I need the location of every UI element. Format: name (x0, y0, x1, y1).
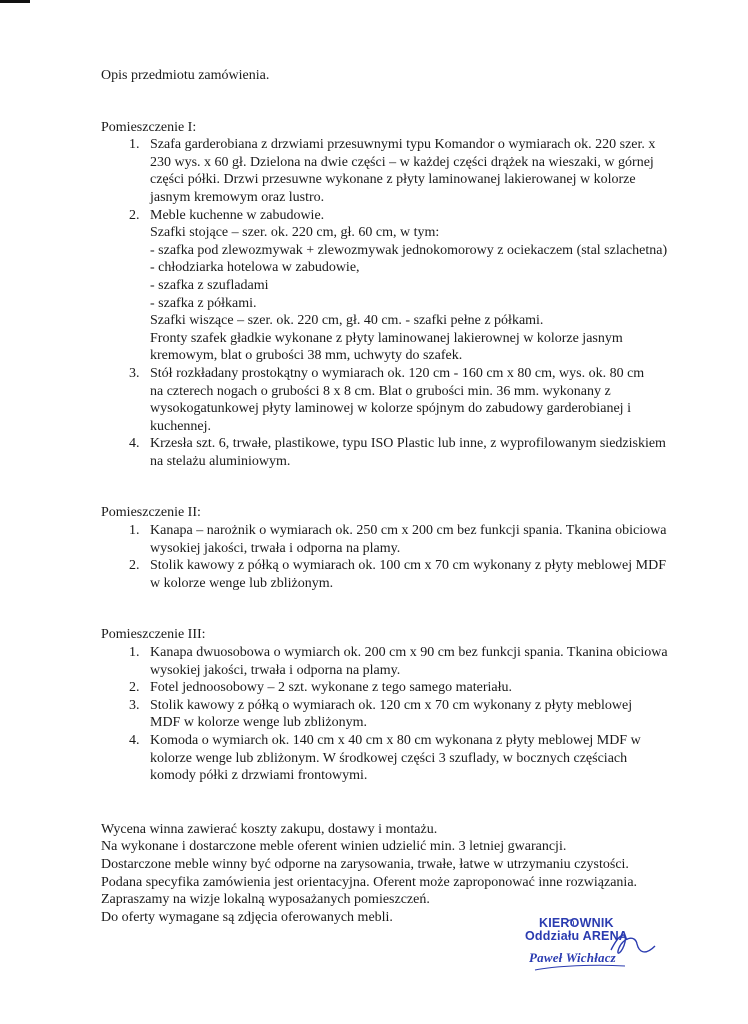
section-heading: Pomieszczenie I: (101, 119, 197, 135)
list-item (143, 522, 701, 557)
item-line: 2. Stolik kawowy z półką o wymiarach ok. 100 cm x 70 cm wykonany z płyty meblowej MDF (150, 558, 666, 574)
item-line: 2. Fotel jednoosobowy – 2 szt. wykonane z tego samego materiału. (150, 680, 512, 696)
scan-edge-mark (0, 0, 30, 3)
item-list (101, 522, 701, 592)
item-line: na stelażu aluminiowym. (150, 453, 291, 469)
list-item (143, 207, 701, 365)
item-line: - szafka pod zlewozmywak + zlewozmywak jednokomorowy z ociekaczem (stal szlachetna) (150, 242, 668, 258)
stamp-title: KIEROWNIK (539, 916, 614, 930)
closing-remarks (101, 821, 701, 927)
item-line: na czterech nogach o grubości 8 x 8 cm. Blat o grubości min. 36 mm. wykonany z (150, 383, 611, 399)
list-item (143, 732, 701, 785)
item-line: komody półki z drzwiami frontowymi. (150, 768, 368, 784)
document-title: Opis przedmiotu zamówienia. (101, 68, 270, 83)
item-line: wysokiej jakości, trwała i odporna na plamy. (150, 662, 401, 678)
item-line: Fronty szafek gładkie wykonane z płyty laminowanej lakierownej w kolorze jasnym (150, 330, 623, 346)
item-line: 2. Meble kuchenne w zabudowie. (150, 207, 325, 223)
item-line: 1. Szafa garderobiana z drzwiami przesuwnymi typu Komandor o wymiarach ok. 220 szer. x (150, 137, 656, 153)
list-item (143, 644, 701, 679)
sections-container (101, 119, 701, 785)
item-line: 4. Komoda o wymiarch ok. 140 cm x 40 cm x 80 cm wykonana z płyty meblowej MDF w (150, 733, 641, 748)
closing-line: Na wykonane i dostarczone meble oferent winien udzielić min. 3 letniej gwarancji. (101, 839, 567, 855)
item-line: wysokogatunkowej płyty laminowej w kolorze spójnym do zabudowy garderobianej i (150, 401, 631, 417)
section-3 (101, 626, 701, 784)
closing-line: Wycena winna zawierać koszty zakupu, dostawy i montażu. (101, 821, 438, 837)
item-line: Szafki stojące – szer. ok. 220 cm, gł. 60 cm, w tym: (150, 225, 440, 241)
section-heading: Pomieszczenie II: (101, 505, 201, 521)
item-line: 230 wys. x 60 gł. Dzielona na dwie części – w każdej części drążek na wieszaki, w górnej (150, 154, 654, 170)
list-item (143, 697, 701, 732)
item-line: kremowym, blat o grubości 38 mm, uchwyty do szafek. (150, 348, 463, 364)
item-line: 3. Stolik kawowy z półką o wymiarach ok. 120 cm x 70 cm wykonany z płyty meblowej (150, 697, 633, 713)
item-line: jasnym kremowym oraz lustro. (150, 189, 325, 205)
document-body (101, 67, 701, 926)
item-line: - chłodziarka hotelowa w zabudowie, (150, 260, 360, 276)
item-list (101, 136, 701, 470)
closing-line: Do oferty wymagane są zdjęcia oferowanych mebli. (101, 909, 393, 925)
item-line: 1. Kanapa dwuosobowa o wymiarch ok. 200 cm x 90 cm bez funkcji spania. Tkanina obiciowa (150, 645, 668, 661)
official-stamp (515, 912, 665, 982)
section-2 (101, 504, 701, 592)
item-line: - szafka z półkami. (150, 295, 257, 311)
item-line: kolorze wenge lub zbliżonym. W środkowej części 3 szuflady, w bocznych częściach (150, 750, 628, 766)
list-item (143, 435, 701, 470)
item-line: części półki. Drzwi przesuwne wykonane z płyty laminowanej lakierowanej w kolorze (150, 172, 636, 188)
item-line: 3. Stół rozkładany prostokątny o wymiarach ok. 120 cm - 160 cm x 80 cm, wys. ok. 80 cm (150, 365, 645, 381)
item-line: kuchennej. (150, 418, 212, 434)
closing-line: Podana specyfika zamówienia jest orientacyjna. Oferent może zaproponować inne rozwiązania. (101, 874, 638, 890)
item-line: MDF w kolorze wenge lub zbliżonym. (150, 715, 367, 731)
list-item (143, 365, 701, 435)
item-line: Szafki wiszące – szer. ok. 220 cm, gł. 40 cm. - szafki pełne z półkami. (150, 313, 544, 329)
item-line: wysokiej jakości, trwała i odporna na plamy. (150, 540, 401, 556)
closing-line: Zapraszamy na wizje lokalną wyposażanych pomieszczeń. (101, 892, 430, 908)
stamp-department: Oddziału ARENA (525, 929, 629, 943)
item-line: 4. Krzesła szt. 6, trwałe, plastikowe, typu ISO Plastic lub inne, z wyprofilowanym siedziskiem (150, 436, 666, 452)
list-item (143, 679, 701, 697)
closing-line: Dostarczone meble winny być odporne na zarysowania, trwałe, łatwe w utrzymaniu czystości. (101, 856, 629, 872)
stamp-signatory-name: Paweł Wichłacz (529, 950, 616, 965)
item-line: w kolorze wenge lub zbliżonym. (150, 575, 334, 591)
list-item (143, 557, 701, 592)
section-1 (101, 119, 701, 471)
item-line: - szafka z szufladami (150, 277, 269, 293)
section-heading: Pomieszczenie III: (101, 627, 206, 643)
item-line: 1. Kanapa – narożnik o wymiarach ok. 250 cm x 200 cm bez funkcji spania. Tkanina obiciowa (150, 523, 667, 539)
item-list (101, 644, 701, 785)
list-item (143, 136, 701, 206)
